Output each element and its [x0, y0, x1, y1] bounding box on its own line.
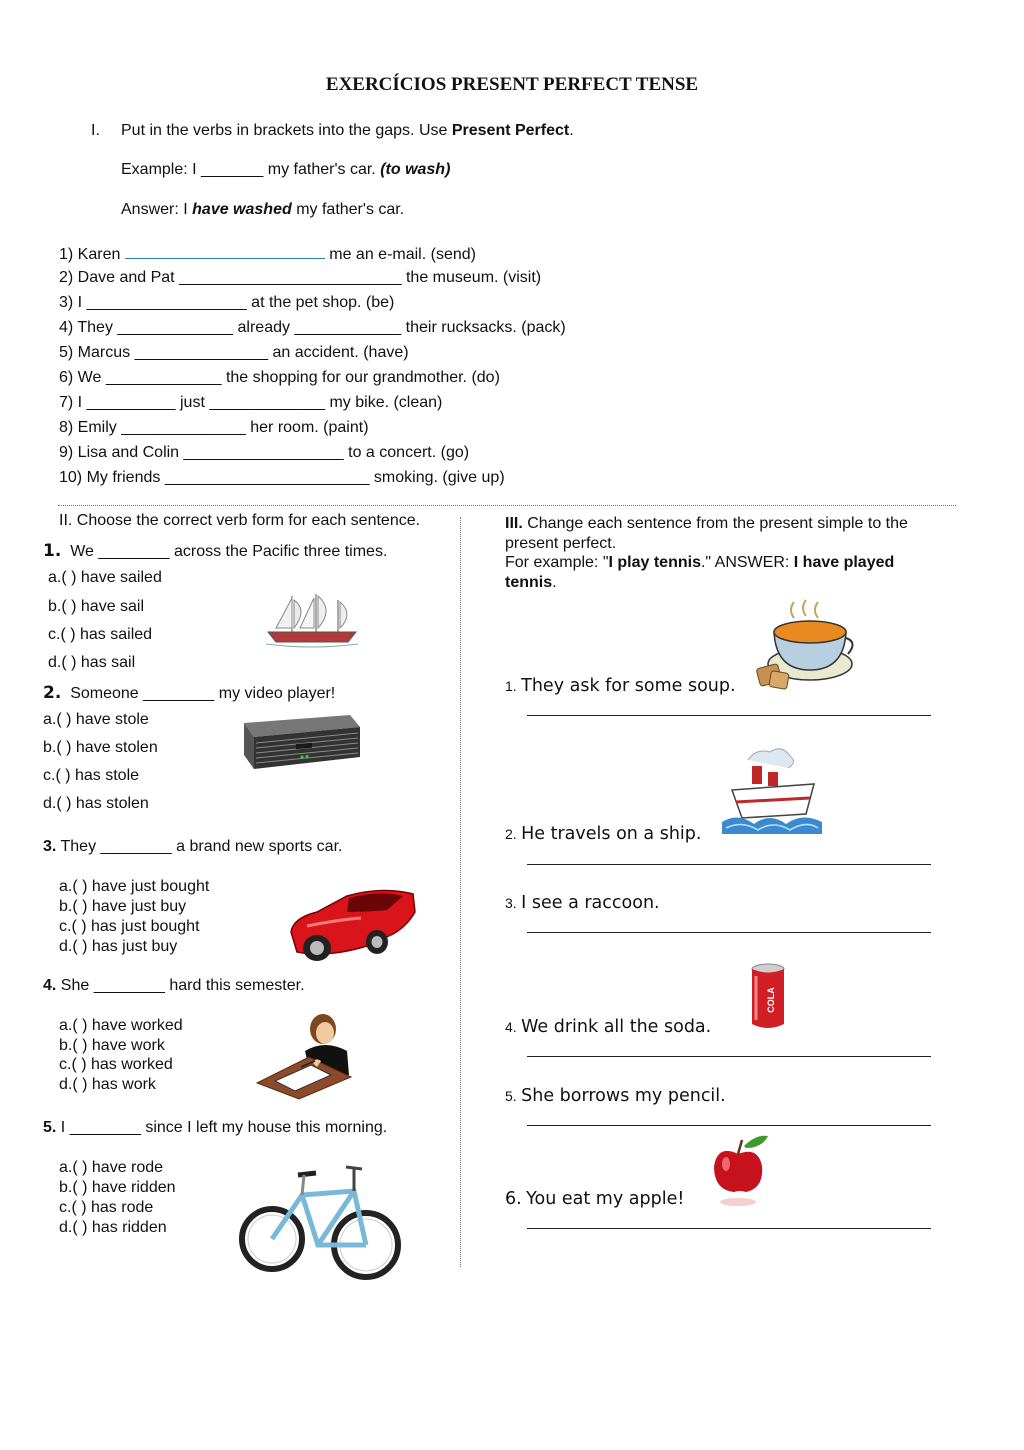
section3-numeral: III. — [505, 515, 523, 532]
exercise1-item: 3) I __________________ at the pet shop. (be) — [59, 294, 395, 311]
exercise1-item: 10) My friends _______________________ smoking. (give up) — [59, 469, 505, 486]
section3-instruction-2: present perfect. — [505, 534, 617, 552]
answer-verb: have washed — [192, 201, 292, 218]
question-text: They ________ a brand new sports car. — [60, 838, 343, 855]
option[interactable]: b.( ) have stolen — [43, 739, 158, 756]
question-number: 1. — [43, 541, 62, 561]
section3-answer-bold: I have played — [793, 554, 895, 571]
section1-answer — [121, 201, 404, 219]
section2-heading: II. Choose the correct verb form for each sentence. — [59, 512, 421, 529]
soup-cup-icon — [754, 598, 856, 694]
answer-line[interactable] — [527, 715, 931, 716]
option[interactable]: d.( ) has sail — [48, 654, 136, 671]
section1-instruction — [121, 122, 574, 140]
bicycle-icon — [238, 1161, 402, 1287]
cola-label: COLA — [766, 987, 776, 1013]
apple-icon — [708, 1132, 772, 1208]
option[interactable]: d.( ) has just buy — [59, 938, 178, 955]
section3-example-bold: I play tennis — [608, 554, 701, 571]
question-text: Someone ________ my video player! — [70, 685, 336, 702]
section3-instruction: Change each sentence from the present simple to the — [522, 515, 908, 532]
item-text: She borrows my pencil. — [521, 1086, 726, 1106]
option[interactable]: c.( ) has sailed — [48, 626, 153, 643]
item-text: They ask for some soup. — [521, 676, 736, 696]
transform-item-6 — [505, 1189, 684, 1209]
option[interactable]: c.( ) has rode — [59, 1199, 154, 1216]
section3-example-mid: ." ANSWER: — [700, 554, 794, 571]
section3-heading — [505, 514, 955, 592]
option[interactable]: a.( ) have just bought — [59, 878, 210, 895]
item-text: I see a raccoon. — [521, 893, 660, 913]
question-text: We ________ across the Pacific three times. — [70, 543, 388, 560]
sailing-ship-icon — [264, 592, 360, 648]
option[interactable]: c.( ) has just bought — [59, 918, 200, 935]
item-number: 1. — [505, 678, 517, 694]
page-title: EXERCÍCIOS PRESENT PERFECT TENSE — [325, 74, 699, 95]
option[interactable]: c.( ) has worked — [59, 1056, 173, 1073]
exercise1-item: 9) Lisa and Colin __________________ to a concert. (go) — [59, 444, 470, 461]
column-divider — [460, 517, 461, 1267]
transform-item-3 — [505, 893, 660, 913]
question-number: 4. — [43, 977, 57, 994]
item-number: 3. — [505, 895, 517, 911]
section1-numeral: I. — [91, 122, 100, 139]
option[interactable]: a.( ) have sailed — [48, 569, 162, 586]
question-number: 3. — [43, 838, 57, 855]
item-number: 6. — [505, 1189, 522, 1209]
answer-text: Answer: I — [121, 201, 193, 218]
section-divider — [58, 505, 956, 506]
answer-line[interactable] — [527, 864, 931, 865]
exercise1-item: 7) I __________ just _____________ my bike. (clean) — [59, 394, 443, 411]
option[interactable]: d.( ) has work — [59, 1076, 156, 1093]
question-5 — [43, 1119, 387, 1137]
item-number: 4. — [505, 1019, 517, 1035]
question-3 — [43, 838, 342, 856]
exercise1-item: 5) Marcus _______________ an accident. (have) — [59, 344, 409, 361]
exercise1-item: 4) They _____________ already ____________ their rucksacks. (pack) — [59, 319, 566, 336]
section1-example — [121, 161, 450, 179]
cruise-ship-icon — [718, 742, 826, 838]
answer-line[interactable] — [527, 1056, 931, 1057]
transform-item-4 — [505, 1017, 711, 1037]
question-text: She ________ hard this semester. — [60, 977, 305, 994]
cola-can-icon — [746, 962, 792, 1034]
example-verb: (to wash) — [380, 161, 451, 178]
option[interactable]: b.( ) have sail — [48, 598, 145, 615]
example-text: Example: I _______ my father's car. — [121, 161, 381, 178]
question-number: 5. — [43, 1119, 57, 1136]
question-2 — [43, 683, 335, 703]
option[interactable]: d.( ) has stolen — [43, 795, 149, 812]
exercise1-item: 8) Emily ______________ her room. (paint) — [59, 419, 369, 436]
instruction-bold: Present Perfect — [451, 122, 570, 139]
exercise1-item — [59, 244, 476, 264]
item-number: 5. — [505, 1088, 517, 1104]
section3-example-end: . — [552, 573, 557, 591]
item-text: 1) Karen — [59, 246, 125, 263]
option[interactable]: b.( ) have just buy — [59, 898, 187, 915]
option[interactable]: a.( ) have stole — [43, 711, 149, 728]
transform-item-1 — [505, 676, 736, 696]
exercise1-item: 6) We _____________ the shopping for our grandmother. (do) — [59, 369, 500, 386]
option[interactable]: b.( ) have work — [59, 1037, 165, 1054]
transform-item-5 — [505, 1086, 726, 1106]
transform-item-2 — [505, 824, 701, 844]
question-1 — [43, 541, 387, 561]
sports-car-icon — [287, 882, 417, 964]
option[interactable]: d.( ) has ridden — [59, 1219, 167, 1236]
question-number: 2. — [43, 683, 62, 703]
section3-example: For example: " — [505, 554, 609, 571]
person-writing-icon — [255, 1007, 353, 1101]
video-player-icon — [240, 713, 362, 771]
section3-answer-bold-2: tennis — [505, 573, 553, 591]
question-text: I ________ since I left my house this morning. — [60, 1119, 388, 1136]
instruction-text: Put in the verbs in brackets into the gaps. Use — [121, 122, 452, 139]
answer-line[interactable] — [527, 932, 931, 933]
option[interactable]: c.( ) has stole — [43, 767, 140, 784]
item-text: me an e-mail. (send) — [324, 246, 476, 263]
item-number: 2. — [505, 826, 517, 842]
option[interactable]: a.( ) have rode — [59, 1159, 164, 1176]
option[interactable]: a.( ) have worked — [59, 1017, 183, 1034]
option[interactable]: b.( ) have ridden — [59, 1179, 176, 1196]
instruction-end: . — [569, 122, 574, 139]
item-text: He travels on a ship. — [521, 824, 702, 844]
answer-line[interactable] — [527, 1228, 931, 1229]
answer-line[interactable] — [527, 1125, 931, 1126]
item-text: You eat my apple! — [526, 1189, 685, 1209]
exercise1-item: 2) Dave and Pat _________________________ the museum. (visit) — [59, 269, 542, 286]
item-text: We drink all the soda. — [521, 1017, 712, 1037]
question-4 — [43, 977, 305, 995]
answer-end: my father's car. — [291, 201, 405, 218]
answer-blank[interactable] — [125, 244, 325, 259]
